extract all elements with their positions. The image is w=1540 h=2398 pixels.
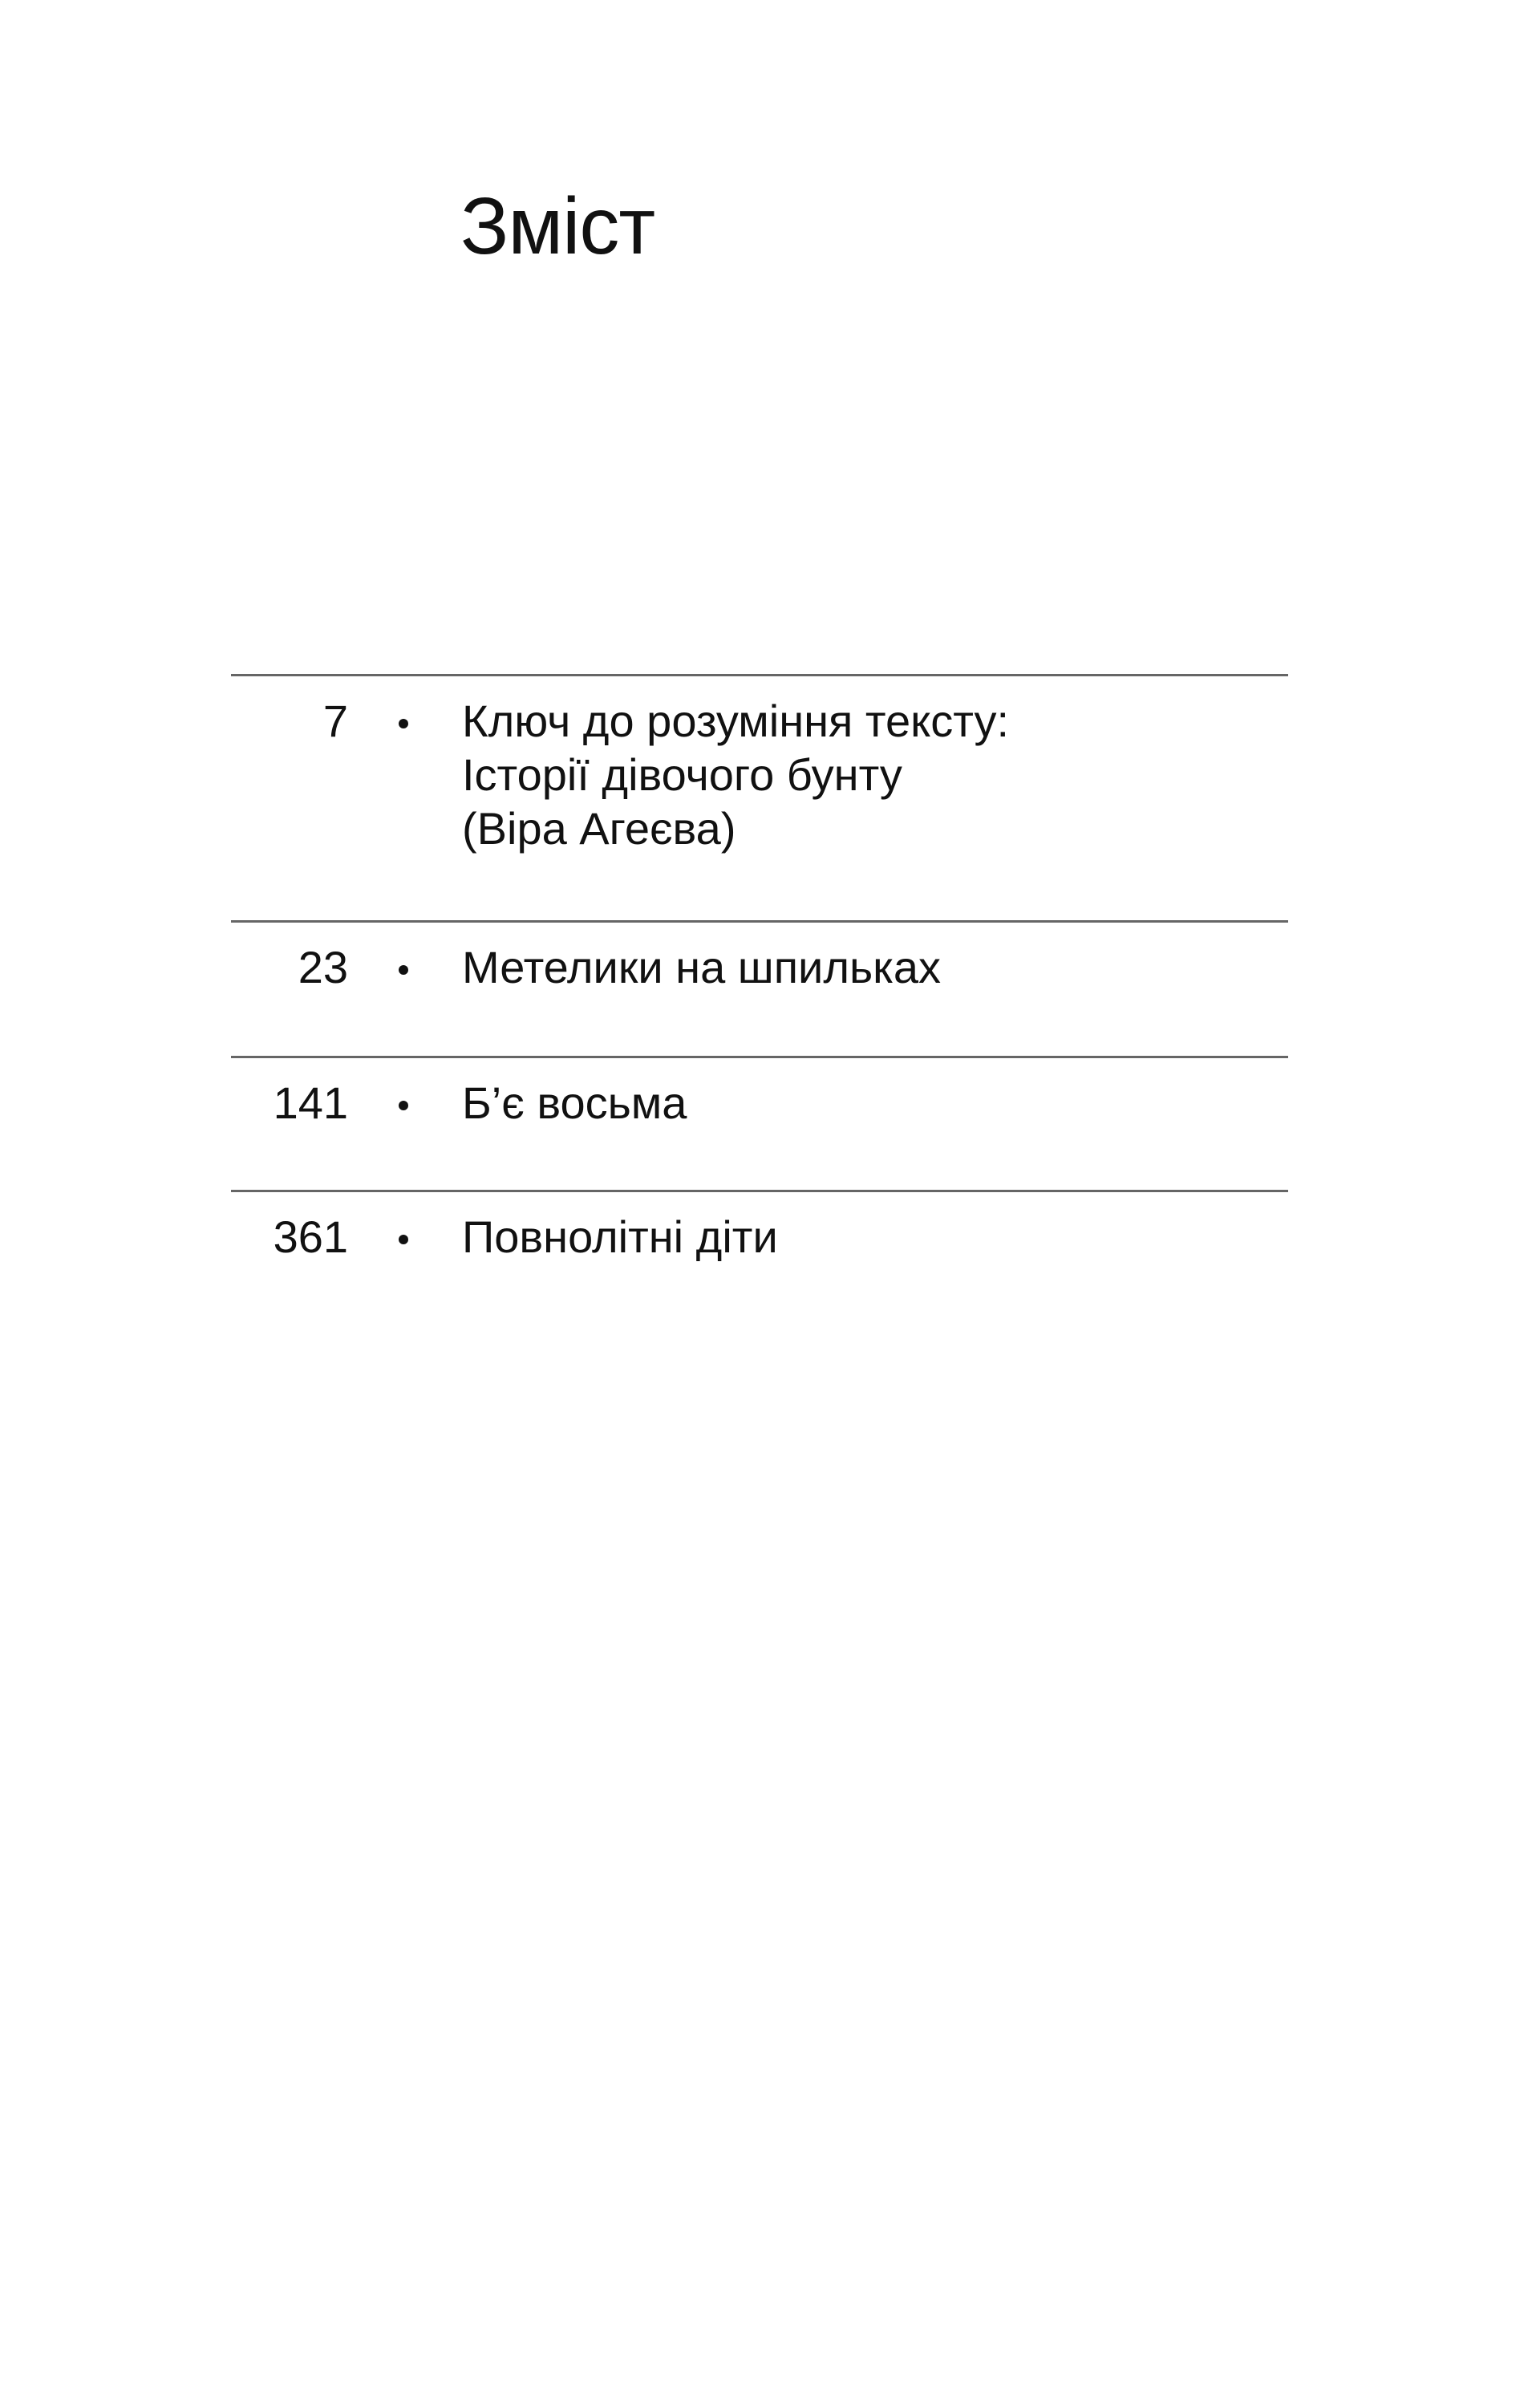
bullet-icon [399,965,408,975]
entry-title [462,940,1288,994]
page-number: 361 [273,1211,348,1262]
toc-entry[interactable] [231,1190,1288,1324]
page-title: Зміст [460,181,655,271]
toc-entry[interactable] [231,1056,1288,1190]
entry-title-line: Повнолітні діти [462,1211,778,1262]
page-number: 7 [322,696,348,746]
entry-title-line: Метелики на шпильках [462,942,942,992]
entry-title-line: Історії дівочого бунту [462,749,902,800]
entry-title-line: Ключ до розуміння тексту: [462,696,1010,746]
bullet-icon [399,1235,408,1244]
entry-title [462,694,1288,855]
toc-entry[interactable] [231,674,1288,920]
bullet-icon [399,1101,408,1110]
table-of-contents [231,674,1288,1324]
entry-title-line: (Віра Агеєва) [462,803,736,854]
entry-title [462,1076,1288,1130]
entry-title [462,1210,1288,1264]
entry-title-line: Б’є восьма [462,1077,687,1128]
page-number: 23 [298,942,348,992]
bullet-icon [399,719,408,728]
toc-entry[interactable] [231,920,1288,1056]
page-number: 141 [273,1077,348,1128]
